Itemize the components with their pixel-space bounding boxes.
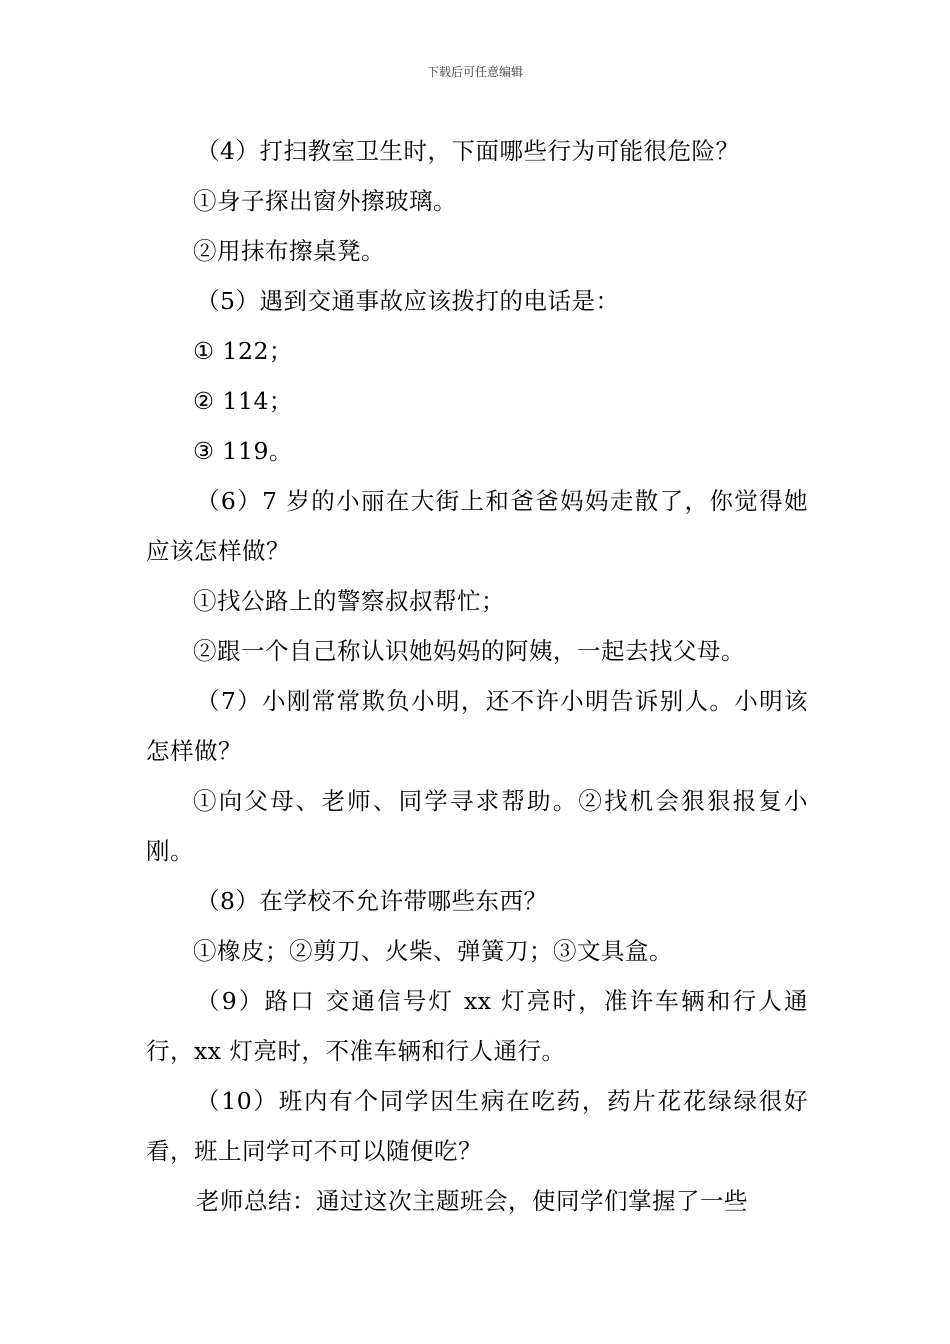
- teacher-summary: 老师总结：通过这次主题班会，使同学们掌握了一些: [196, 1187, 748, 1215]
- question-5-option-1: ① 122；: [193, 337, 293, 365]
- question-6-option-2: ②跟一个自己称认识她妈妈的阿姨，一起去找父母。: [193, 637, 745, 665]
- question-7: （7）小刚常常欺负小明，还不许小明告诉别人。小明该怎样做？: [146, 687, 808, 765]
- question-6: （6）7 岁的小丽在大街上和爸爸妈妈走散了，你觉得她应该怎样做？: [146, 487, 808, 565]
- question-4-option-2: ②用抹布擦桌凳。: [193, 237, 385, 265]
- question-8-options: ①橡皮；②剪刀、火柴、弹簧刀；③文具盒。: [193, 937, 673, 965]
- question-5: （5）遇到交通事故应该拨打的电话是：: [196, 287, 620, 315]
- question-5-option-2: ② 114；: [193, 387, 293, 415]
- question-4: （4）打扫教室卫生时，下面哪些行为可能很危险？: [196, 137, 740, 165]
- page-header-note: 下载后可任意编辑: [426, 65, 523, 79]
- question-10: （10）班内有个同学因生病在吃药，药片花花绿绿很好看，班上同学可不可以随便吃？: [146, 1087, 808, 1165]
- question-8: （8）在学校不允许带哪些东西？: [196, 887, 548, 915]
- question-6-option-1: ①找公路上的警察叔叔帮忙；: [193, 587, 505, 615]
- document-body: [146, 126, 808, 1226]
- question-4-option-1: ①身子探出窗外擦玻璃。: [193, 187, 457, 215]
- question-9: （9）路口 交通信号灯 xx 灯亮时，准许车辆和行人通行，xx 灯亮时，不准车辆和行人通行。: [146, 987, 808, 1065]
- question-7-options: ①向父母、老师、同学寻求帮助。②找机会狠狠报复小刚。: [146, 787, 808, 865]
- question-5-option-3: ③ 119。: [193, 437, 293, 465]
